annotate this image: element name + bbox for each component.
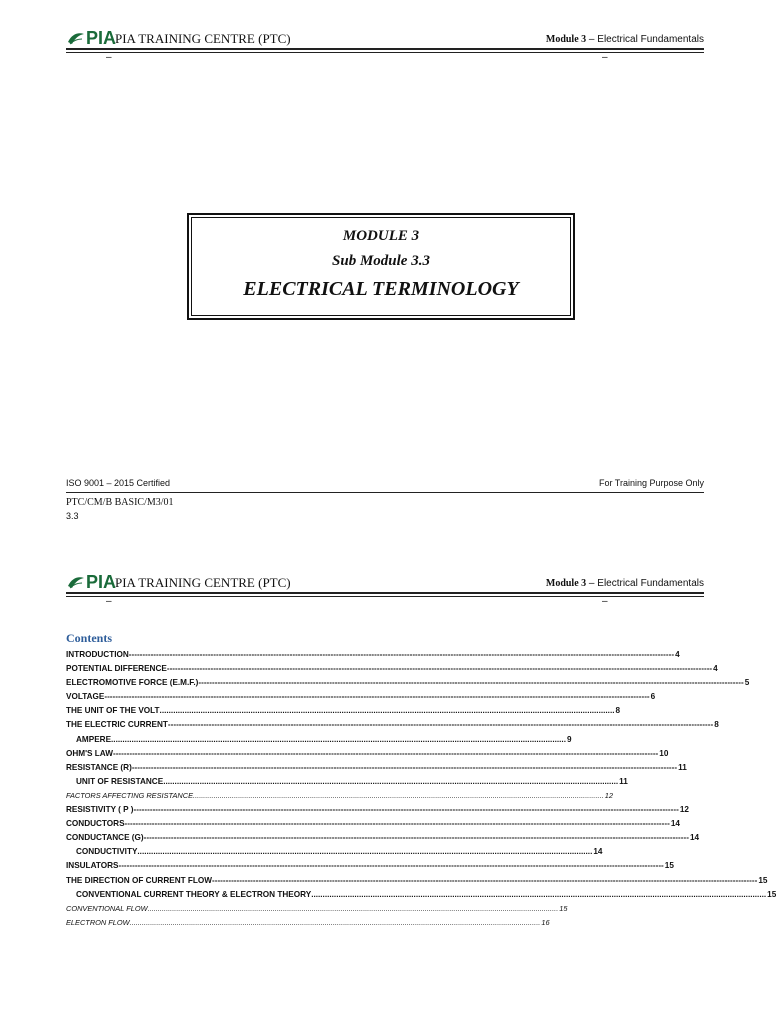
toc-entry[interactable] <box>66 874 768 888</box>
header-rule-thin <box>66 596 704 597</box>
toc-entry-page: 4 <box>675 650 680 659</box>
toc-entry-label: FACTORS AFFECTING RESISTANCE <box>66 790 194 800</box>
toc-entry[interactable] <box>66 662 718 676</box>
toc-entry[interactable] <box>66 718 719 732</box>
header-dash-right: – <box>602 596 608 607</box>
toc-leader: ........................................................................................................................................................................................................ <box>193 790 604 800</box>
toc-entry-label: INSULATORS <box>66 861 119 871</box>
toc-entry[interactable] <box>66 902 568 916</box>
header-dash-left: – <box>106 52 112 63</box>
toc-leader: ........................................................................................................................................................................................................ <box>163 776 619 786</box>
toc-entry-page: 10 <box>659 748 669 758</box>
toc-entry[interactable] <box>66 676 750 690</box>
toc-entry-label: CONVENTIONAL CURRENT THEORY & ELECTRON THEORY <box>76 889 312 899</box>
toc-entry-label: INTRODUCTION <box>66 650 129 659</box>
toc-entry-page: 14 <box>689 833 700 843</box>
toc-entry-page: 16 <box>541 917 550 927</box>
module-subject: – Electrical Fundamentals <box>586 578 704 589</box>
toc-entry-page: 8 <box>615 706 621 716</box>
toc-entry[interactable] <box>66 789 613 803</box>
module-header <box>546 578 704 589</box>
module-number: MODULE 3 <box>342 228 420 244</box>
toc-entry-page: 11 <box>678 762 687 772</box>
toc-entry-label: UNIT OF RESISTANCE <box>76 776 164 786</box>
toc-entry[interactable] <box>66 733 572 747</box>
page2-header <box>66 572 704 607</box>
toc-leader: -------------------------------------------------------------------------------------------------------------------------------------------------------------------------------------------------------- <box>112 748 659 758</box>
org-name: PIA TRAINING CENTRE (PTC) <box>115 31 291 46</box>
toc-entry-label: CONDUCTORS <box>66 819 125 829</box>
header-dash-right: – <box>602 52 608 63</box>
toc-entry-page: 5 <box>744 678 750 688</box>
module-header <box>546 34 704 45</box>
toc-entry-page: 12 <box>679 805 689 815</box>
toc-leader: ........................................................................................................................................................................................................ <box>147 903 559 913</box>
toc-entry-label: THE DIRECTION OF CURRENT FLOW <box>66 875 212 885</box>
toc-entry-page: 12 <box>604 790 613 800</box>
toc-entry-label: POTENTIAL DIFFERENCE <box>66 664 167 674</box>
toc-leader: -------------------------------------------------------------------------------------------------------------------------------------------------------------------------------------------------------- <box>167 720 714 730</box>
toc-leader: ........................................................................................................................................................................................................ <box>159 706 615 716</box>
toc-entry[interactable] <box>66 831 700 845</box>
toc-entry-label: CONDUCTANCE (G) <box>66 833 144 843</box>
toc-entry[interactable] <box>66 817 680 831</box>
header-rule-thin <box>66 52 704 53</box>
org-name: PIA TRAINING CENTRE (PTC) <box>115 575 291 590</box>
module-title: ELECTRICAL TERMINOLOGY <box>243 278 519 300</box>
toc-leader: -------------------------------------------------------------------------------------------------------------------------------------------------------------------------------------------------------- <box>166 664 713 674</box>
toc-leader: ........................................................................................................................................................................................................ <box>111 734 566 744</box>
toc-entry-label: OHM'S LAW <box>66 748 113 758</box>
toc-leader: -------------------------------------------------------------------------------------------------------------------------------------------------------------------------------------------------------- <box>104 692 650 702</box>
pia-logo-icon <box>66 30 86 48</box>
toc-entry-page: 11 <box>619 776 628 786</box>
pia-logo-icon <box>66 574 86 592</box>
toc-entry-label: ELECTRON FLOW <box>66 917 130 927</box>
toc-leader: -------------------------------------------------------------------------------------------------------------------------------------------------------------------------------------------------------- <box>143 833 689 843</box>
toc-leader: -------------------------------------------------------------------------------------------------------------------------------------------------------------------------------------------------------- <box>212 875 758 885</box>
toc-leader: -------------------------------------------------------------------------------------------------------------------------------------------------------------------------------------------------------- <box>124 819 670 829</box>
toc-entry-label: RESISTANCE (R) <box>66 762 132 772</box>
header-dash-left: – <box>106 596 112 607</box>
toc-entry-page: 6 <box>650 692 656 702</box>
toc-entry[interactable] <box>66 845 603 859</box>
toc-entry[interactable] <box>66 761 687 775</box>
toc-entry-page: 15 <box>767 889 776 899</box>
toc-leader: -------------------------------------------------------------------------------------------------------------------------------------------------------------------------------------------------------- <box>118 861 664 871</box>
toc-entry[interactable] <box>66 648 680 662</box>
toc-entry[interactable] <box>66 775 628 789</box>
module-label: Module 3 <box>545 34 587 45</box>
toc-entry-page: 15 <box>664 861 674 871</box>
toc-entry-page: 8 <box>714 720 719 730</box>
toc-entry-page: 15 <box>758 875 768 885</box>
toc-leader: -------------------------------------------------------------------------------------------------------------------------------------------------------------------------------------------------------- <box>128 650 675 659</box>
toc-leader: ........................................................................................................................................................................................................ <box>137 847 593 857</box>
sub-module-number: Sub Module 3.3 <box>332 253 430 269</box>
toc-entry-page: 9 <box>566 734 572 744</box>
module-subject: – Electrical Fundamentals <box>586 34 704 45</box>
toc-entry-label: CONDUCTIVITY <box>76 847 138 857</box>
header-rule <box>66 48 704 50</box>
toc-entry[interactable] <box>66 704 621 718</box>
toc-entry-label: RESISTIVITY ( P ) <box>66 805 134 815</box>
pia-logo-text: PIA <box>86 28 117 48</box>
toc-leader: -------------------------------------------------------------------------------------------------------------------------------------------------------------------------------------------------------- <box>133 805 679 815</box>
toc-entry[interactable] <box>66 916 550 930</box>
toc-entry[interactable] <box>66 888 776 902</box>
toc-entry-label: THE UNIT OF THE VOLT <box>66 706 160 716</box>
toc-entry-label: AMPERE <box>76 734 112 744</box>
document-code: PTC/CM/B BASIC/M3/01 <box>66 497 174 508</box>
toc-entry-page: 15 <box>559 903 568 913</box>
toc-entry-label: VOLTAGE <box>66 692 105 702</box>
training-notice: For Training Purpose Only <box>598 478 704 488</box>
module-title-box <box>187 213 575 320</box>
header-rule <box>66 592 704 594</box>
toc-entry[interactable] <box>66 747 669 761</box>
toc-entry-label: ELECTROMOTIVE FORCE (E.M.F.) <box>66 678 199 688</box>
toc-leader: ........................................................................................................................................................................................................ <box>311 889 767 899</box>
toc-entry-page: 14 <box>670 819 680 829</box>
pia-logo-text: PIA <box>86 572 117 592</box>
iso-certification: ISO 9001 – 2015 Certified <box>66 478 171 488</box>
toc-entry-page: 4 <box>713 664 718 674</box>
toc-entry[interactable] <box>66 690 656 704</box>
toc-entry-label: CONVENTIONAL FLOW <box>66 903 148 913</box>
toc-leader: -------------------------------------------------------------------------------------------------------------------------------------------------------------------------------------------------------- <box>198 678 744 688</box>
toc-leader: -------------------------------------------------------------------------------------------------------------------------------------------------------------------------------------------------------- <box>131 762 678 772</box>
module-label: Module 3 <box>545 578 587 589</box>
toc-entry-label: THE ELECTRIC CURRENT <box>66 720 168 730</box>
page1-header <box>66 28 704 63</box>
table-of-contents <box>66 648 776 930</box>
toc-entry-page: 14 <box>593 847 603 857</box>
contents-heading: Contents <box>66 631 113 645</box>
footer-rule <box>66 492 704 493</box>
toc-entry[interactable] <box>66 803 689 817</box>
toc-entry[interactable] <box>66 859 674 873</box>
sub-module-footer: 3.3 <box>66 511 79 521</box>
toc-leader: ........................................................................................................................................................................................................ <box>129 917 541 927</box>
